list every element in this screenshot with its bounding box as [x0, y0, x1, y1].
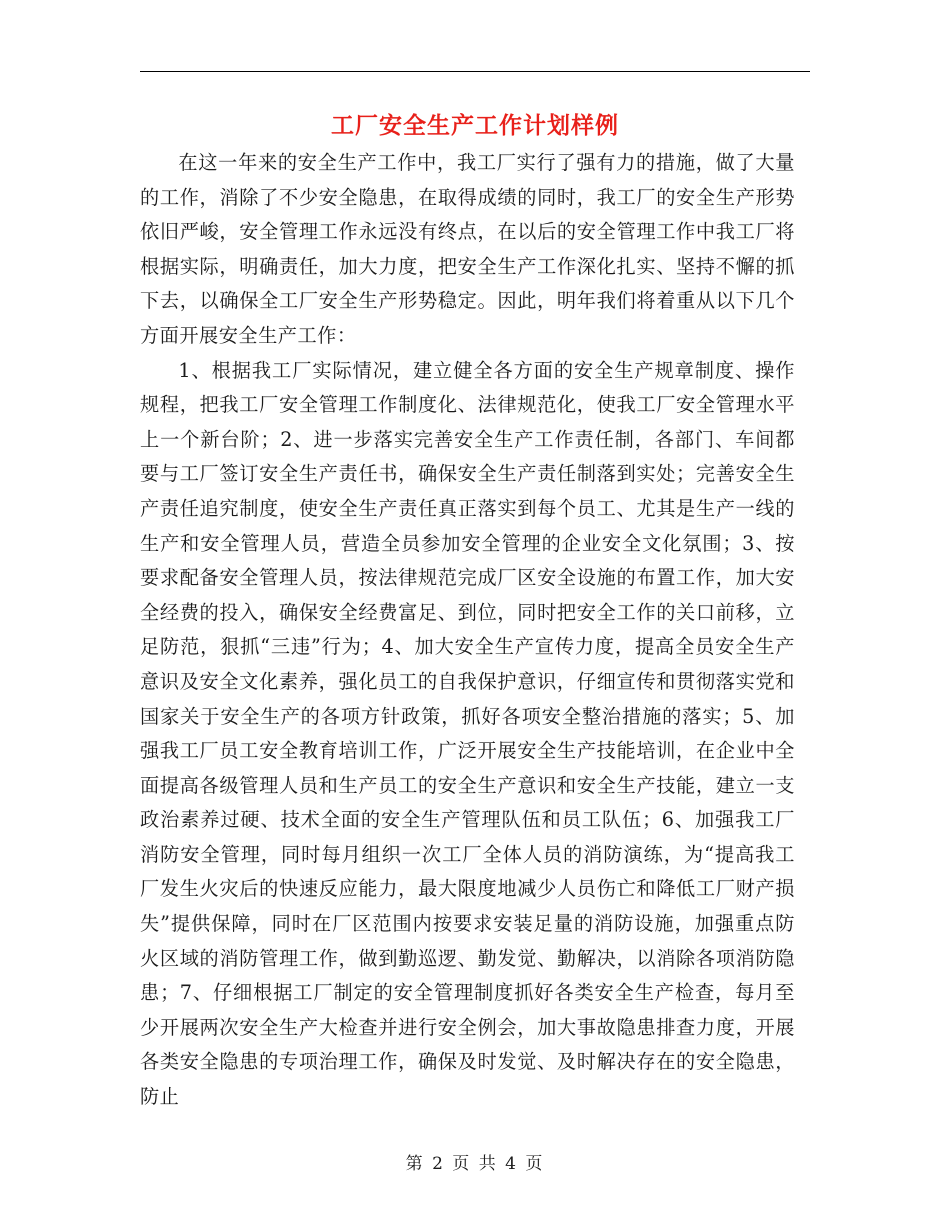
intro-paragraph: 在这一年来的安全生产工作中，我工厂实行了强有力的措施，做了大量的工作，消除了不少安全隐患，在取得成绩的同时，我工厂的安全生产形势依旧严峻，安全管理工作永远没有终点，在以后的安全管理工作中我工厂将根据实际，明确责任，加大力度，把安全生产工作深化扎实、坚持不懈的抓下去，以确保全工厂安全生产形势稳定。因此，明年我们将着重从以下几个方面开展安全生产工作：: [140, 151, 795, 347]
header-rule: [140, 71, 810, 72]
document-title: 工厂安全生产工作计划样例: [331, 112, 619, 139]
plan-items-paragraph: 1、根据我工厂实际情况，建立健全各方面的安全生产规章制度、操作规程，把我工厂安全管理工作制度化、法律规范化，使我工厂安全管理水平上一个新台阶；2、进一步落实完善安全生产工作责任制，各部门、车间都要与工厂签订安全生产责任书，确保安全生产责任制落到实处；完善安全生产责任追究制度，使安全生产责任真正落实到每个员工、尤其是生产一线的生产和安全管理人员，营造全员参加安全管理的企业安全文化氛围；3、按要求配备安全管理人员，按法律规范完成厂区安全设施的布置工作，加大安全经费的投入，确保安全经费富足、到位，同时把安全工作的关口前移，立足防范，狠抓“三违”行为；4、加大安全生产宣传力度，提高全员安全生产意识及安全文化素养，强化员工的自我保护意识，仔细宣传和贯彻落实党和国家关于安全生产的各项方针政策，抓好各项安全整治措施的落实；5、加强我工厂员工安全教育培训工作，广泛开展安全生产技能培训，在企业中全面提高各级管理人员和生产员工的安全生产意识和安全生产技能，建立一支政治素养过硬、技术全面的安全生产管理队伍和员工队伍；6、加强我工厂消防安全管理，同时每月组织一次工厂全体人员的消防演练，为“提高我工厂发生火灾后的快速反应能力，最大限度地减少人员伤亡和降低工厂财产损失”提供保障，同时在厂区范围内按要求安装足量的消防设施，加强重点防火区域的消防管理工作，做到勤巡逻、勤发觉、勤解决，以消除各项消防隐患；7、仔细根据工厂制定的安全管理制度抓好各类安全生产检查，每月至少开展两次安全生产大检查并进行安全例会，加大事故隐患排查力度，开展各类安全隐患的专项治理工作，确保及时发觉、及时解决存在的安全隐患，防止: [140, 358, 795, 1109]
page-number: 第 2 页 共 4 页: [405, 1154, 545, 1174]
document-body: [140, 146, 795, 1115]
